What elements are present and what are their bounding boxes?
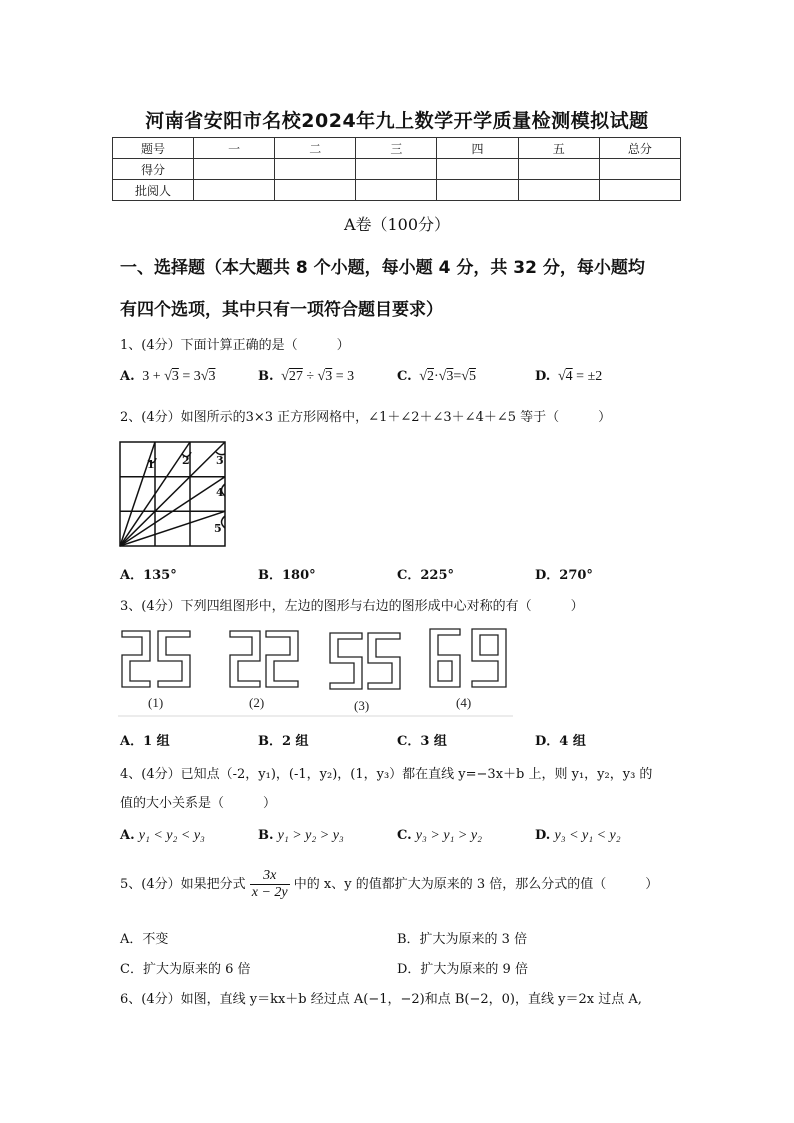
- score-header-cell: 五: [518, 138, 599, 159]
- angle-label: 3: [216, 454, 224, 467]
- score-cell: [275, 180, 356, 201]
- section-a-title: A卷（100分）: [343, 215, 451, 234]
- score-cell: [356, 159, 437, 180]
- q1-a-term: = 3: [178, 369, 201, 384]
- score-cell: [437, 159, 518, 180]
- section1-heading-line2: 有四个选项，其中只有一项符合题目要求）: [120, 300, 443, 320]
- q1-option-d-label: D.: [535, 369, 551, 384]
- q1-b-radicand: 27: [288, 369, 303, 384]
- q2-option-c: C．225°: [397, 568, 454, 583]
- q4-option-a-expr: y₁ < y₂ < y₃: [138, 828, 205, 843]
- score-cell: [599, 180, 680, 201]
- figure-label: (4): [456, 695, 472, 710]
- q6-stem: 6、(4分）如图，直线 y＝kx＋b 经过点 A(−1，−2)和点 B(−2，0)，直线 y＝2x 过点 A,: [120, 992, 642, 1007]
- q5-option-b: B．扩大为原来的 3 倍: [397, 932, 528, 947]
- q5-stem-post: 中的 x、y 的值都扩大为原来的 3 倍，那么分式的值（ ）: [293, 877, 659, 892]
- score-row-label: 得分: [113, 159, 194, 180]
- score-cell: [599, 159, 680, 180]
- q1-option-c: C. √2·√3=√5: [397, 369, 476, 384]
- score-cell: [518, 180, 599, 201]
- score-table-row: [113, 159, 681, 180]
- digit-figure: [266, 631, 298, 687]
- q5-stem: [120, 868, 658, 901]
- digit-figure: [122, 631, 150, 687]
- q3-digit-figures: [118, 625, 513, 717]
- q2-option-d: D．270°: [535, 568, 593, 583]
- q1-option-b-label: B.: [258, 369, 274, 384]
- score-cell: [518, 159, 599, 180]
- q5-option-d: D．扩大为原来的 9 倍: [397, 962, 528, 977]
- digit-figure: [368, 633, 400, 689]
- q1-c-term: =: [453, 369, 462, 384]
- q2-grid-figure: [118, 440, 230, 550]
- q4-option-c-label: C.: [397, 828, 412, 843]
- q4-stem-line2: 值的大小关系是（ ）: [120, 796, 277, 811]
- q1-c-radicand: 5: [468, 369, 476, 384]
- q4-option-c: [397, 828, 482, 844]
- q1-a-radicand: 3: [208, 369, 216, 384]
- section1-heading-line1: 一、选择题（本大题共 8 个小题，每小题 4 分，共 32 分，每小题均: [120, 258, 645, 278]
- q4-option-d-expr: y₃ < y₁ < y₂: [554, 828, 621, 843]
- score-header-cell: 四: [437, 138, 518, 159]
- q3-option-d: D．4 组: [535, 734, 586, 749]
- ray-line: [120, 442, 225, 546]
- ray-line: [120, 511, 225, 546]
- q5-option-c: C．扩大为原来的 6 倍: [120, 962, 251, 977]
- digit-figure: [230, 631, 260, 687]
- q1-option-c-label: C.: [397, 369, 412, 384]
- score-cell: [275, 159, 356, 180]
- q1-b-radicand: 3: [325, 369, 333, 384]
- q1-a-radicand: 3: [171, 369, 179, 384]
- score-row-label: 批阅人: [113, 180, 194, 201]
- q5-stem-pre: 5、(4分）如果把分式: [120, 877, 246, 892]
- q2-stem: 2、(4分）如图所示的3×3 正方形网格中，∠1＋∠2＋∠3＋∠4＋∠5 等于（ ）: [120, 410, 612, 425]
- q1-option-b: B. √27 ÷ √3 = 3: [258, 369, 355, 384]
- q5-fraction: [250, 868, 290, 901]
- score-header-cell: 三: [356, 138, 437, 159]
- q3-option-c: C．3 组: [397, 734, 447, 749]
- q5-option-a: A．不变: [120, 932, 169, 947]
- score-table-row: [113, 180, 681, 201]
- angle-label: 5: [214, 522, 222, 535]
- q1-option-a: A. 3 + √3 = 3√3: [120, 369, 216, 384]
- q1-option-d: D. √4 = ±2: [535, 369, 603, 384]
- q4-option-b-expr: y₁ > y₂ > y₃: [277, 828, 344, 843]
- score-cell: [194, 180, 275, 201]
- score-header-cell: 题号: [113, 138, 194, 159]
- q1-c-radicand: 3: [446, 369, 454, 384]
- q1-b-term: = 3: [332, 369, 355, 384]
- score-header-cell: 总分: [599, 138, 680, 159]
- q4-option-a-label: A.: [120, 828, 135, 843]
- figure-label: (2): [249, 695, 265, 710]
- score-table-header-row: [113, 138, 681, 159]
- q1-a-term: 3 +: [142, 369, 165, 384]
- digit-figure: [158, 631, 190, 687]
- q4-stem-line1: 4、(4分）已知点（-2，y₁)，(-1，y₂)，(1，y₃）都在直线 y=−3x＋b 上，则 y₁，y₂，y₃ 的: [120, 767, 653, 782]
- digit-figure: [430, 629, 460, 687]
- q1-b-term: ÷: [302, 369, 318, 384]
- score-header-cell: 二: [275, 138, 356, 159]
- angle-label: 4: [216, 486, 224, 499]
- digit-figure: [330, 633, 362, 689]
- q4-option-b-label: B.: [258, 828, 274, 843]
- q1-d-radicand: 4: [565, 369, 573, 384]
- q1-stem: 1、(4分）下面计算正确的是（ ）: [120, 338, 350, 353]
- q2-option-b: B．180°: [258, 568, 316, 583]
- q1-d-term: = ±2: [572, 369, 603, 384]
- exam-title: 河南省安阳市名校2024年九上数学开学质量检测模拟试题: [145, 110, 649, 132]
- digit-figure: [472, 629, 506, 687]
- figure-label: (3): [354, 698, 370, 713]
- q3-option-a: A．1 组: [120, 734, 170, 749]
- q5-fraction-numerator: 3x: [250, 868, 290, 885]
- q3-option-b: B．2 组: [258, 734, 309, 749]
- q1-c-term: ·: [433, 369, 439, 384]
- q2-option-a: A．135°: [120, 568, 177, 583]
- q4-option-a: [120, 828, 205, 844]
- score-cell: [356, 180, 437, 201]
- q4-option-b: [258, 828, 344, 844]
- q4-option-d-label: D.: [535, 828, 551, 843]
- q3-stem: 3、(4分）下列四组图形中，左边的图形与右边的图形成中心对称的有（ ）: [120, 599, 584, 614]
- score-header-cell: 一: [194, 138, 275, 159]
- q4-option-d: [535, 828, 621, 844]
- q4-option-c-expr: y₃ > y₁ > y₂: [415, 828, 482, 843]
- angle-label: 2: [182, 454, 190, 467]
- score-cell: [194, 159, 275, 180]
- q1-option-a-label: A.: [120, 369, 135, 384]
- q5-fraction-denominator: x − 2y: [251, 885, 288, 900]
- score-cell: [437, 180, 518, 201]
- figure-label: (1): [148, 695, 164, 710]
- angle-label: 1: [147, 458, 155, 471]
- score-table: [112, 137, 681, 201]
- q1-c-radicand: 2: [426, 369, 434, 384]
